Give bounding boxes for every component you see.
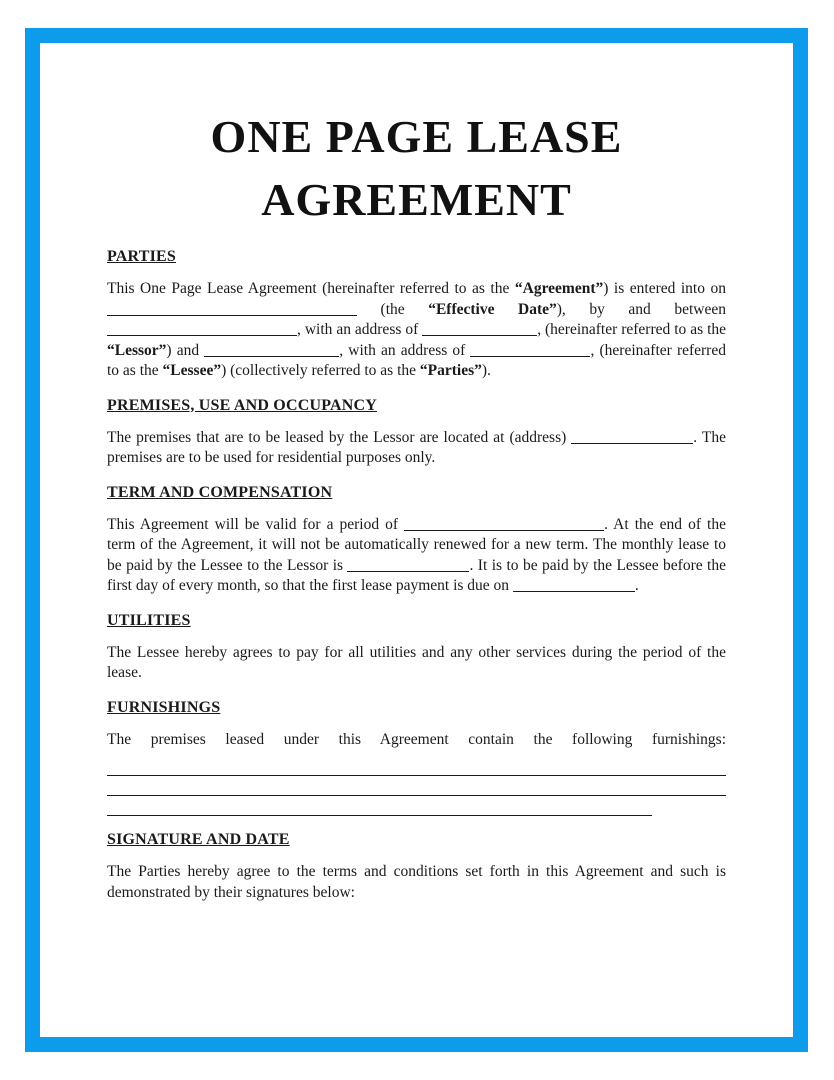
text: ) and — [166, 341, 205, 359]
blank-line[interactable] — [107, 775, 726, 776]
text: , (hereinafter referred to as the — [537, 321, 726, 338]
text: , with an address of — [339, 341, 471, 359]
document-title-line1: ONE PAGE LEASE — [210, 111, 623, 162]
bold-text: “Effective Date” — [428, 300, 557, 318]
text: The premises that are to be leased by the Lessor are located at (address) — [107, 428, 572, 446]
blank-line[interactable] — [107, 815, 652, 816]
blank-field[interactable] — [347, 558, 469, 572]
text: This One Page Lease Agreement (hereinafter referred to as the — [107, 280, 515, 297]
text: . At the end of the term of the Agreement, it will not be automatically renewed for a new term. The monthly lease to be paid by the Lessee to the Lessor is — [107, 515, 726, 574]
paragraph — [107, 862, 726, 903]
text: . — [634, 577, 639, 594]
text: The Parties hereby agree to the terms and conditions set forth in this Agreement and such is demonstrated by their signatures below: — [107, 863, 726, 901]
text: ) (collectively referred to as the — [221, 362, 420, 379]
section-signature-and-date — [107, 830, 726, 903]
text: The Lessee hereby agrees to pay for all utilities and any other services during the period of the lease. — [107, 643, 726, 681]
text: The premises leased under this Agreement contain the following furnishings: — [107, 730, 726, 748]
bold-text: “Agreement” — [514, 280, 604, 297]
section-heading: UTILITIES — [107, 611, 191, 629]
section-utilities — [107, 611, 726, 684]
blank-field[interactable] — [107, 302, 357, 316]
paragraph — [107, 730, 726, 751]
document-title — [107, 105, 726, 231]
text: ) is entered into on — [603, 280, 726, 297]
bold-text: “Lessee” — [162, 362, 222, 379]
bold-text: “Parties” — [419, 362, 482, 379]
blank-field[interactable] — [470, 343, 590, 357]
sections-container — [107, 247, 726, 903]
paragraph — [107, 515, 726, 597]
paragraph — [107, 643, 726, 684]
blank-field[interactable] — [422, 322, 537, 336]
page-border-frame — [25, 28, 808, 1052]
text: . The premises are to be used for residential purposes only. — [107, 428, 726, 466]
paragraph — [107, 279, 726, 382]
text: , with an address of — [297, 321, 423, 338]
section-heading: SIGNATURE AND DATE — [107, 831, 290, 848]
section-term-and-compensation — [107, 483, 726, 597]
section-heading: TERM AND COMPENSATION — [107, 483, 333, 501]
blank-field[interactable] — [107, 322, 297, 336]
section-heading: FURNISHINGS — [107, 698, 221, 716]
text: , (hereinafter referred to as the — [107, 341, 726, 379]
text: . It is to be paid by the Lessee before the first day of every month, so that the first lease payment is due on — [107, 556, 726, 594]
paragraph — [107, 428, 726, 469]
section-furnishings — [107, 698, 726, 817]
blank-field[interactable] — [404, 517, 604, 531]
blank-field[interactable] — [513, 578, 635, 592]
document-content — [40, 43, 793, 903]
document-title-line2: AGREEMENT — [261, 174, 572, 225]
section-heading: PREMISES, USE AND OCCUPANCY — [107, 396, 378, 414]
section-parties — [107, 247, 726, 382]
section-heading: PARTIES — [107, 248, 177, 265]
section-premises-use-and-occupancy — [107, 396, 726, 469]
blank-field[interactable] — [571, 430, 693, 444]
text: This Agreement will be valid for a period of — [107, 515, 405, 533]
blank-line[interactable] — [107, 795, 726, 796]
bold-text: “Lessor” — [107, 341, 167, 359]
text: (the — [357, 300, 429, 318]
text: ), by and between — [556, 300, 726, 318]
text: ). — [481, 362, 491, 379]
blank-field[interactable] — [204, 343, 339, 357]
